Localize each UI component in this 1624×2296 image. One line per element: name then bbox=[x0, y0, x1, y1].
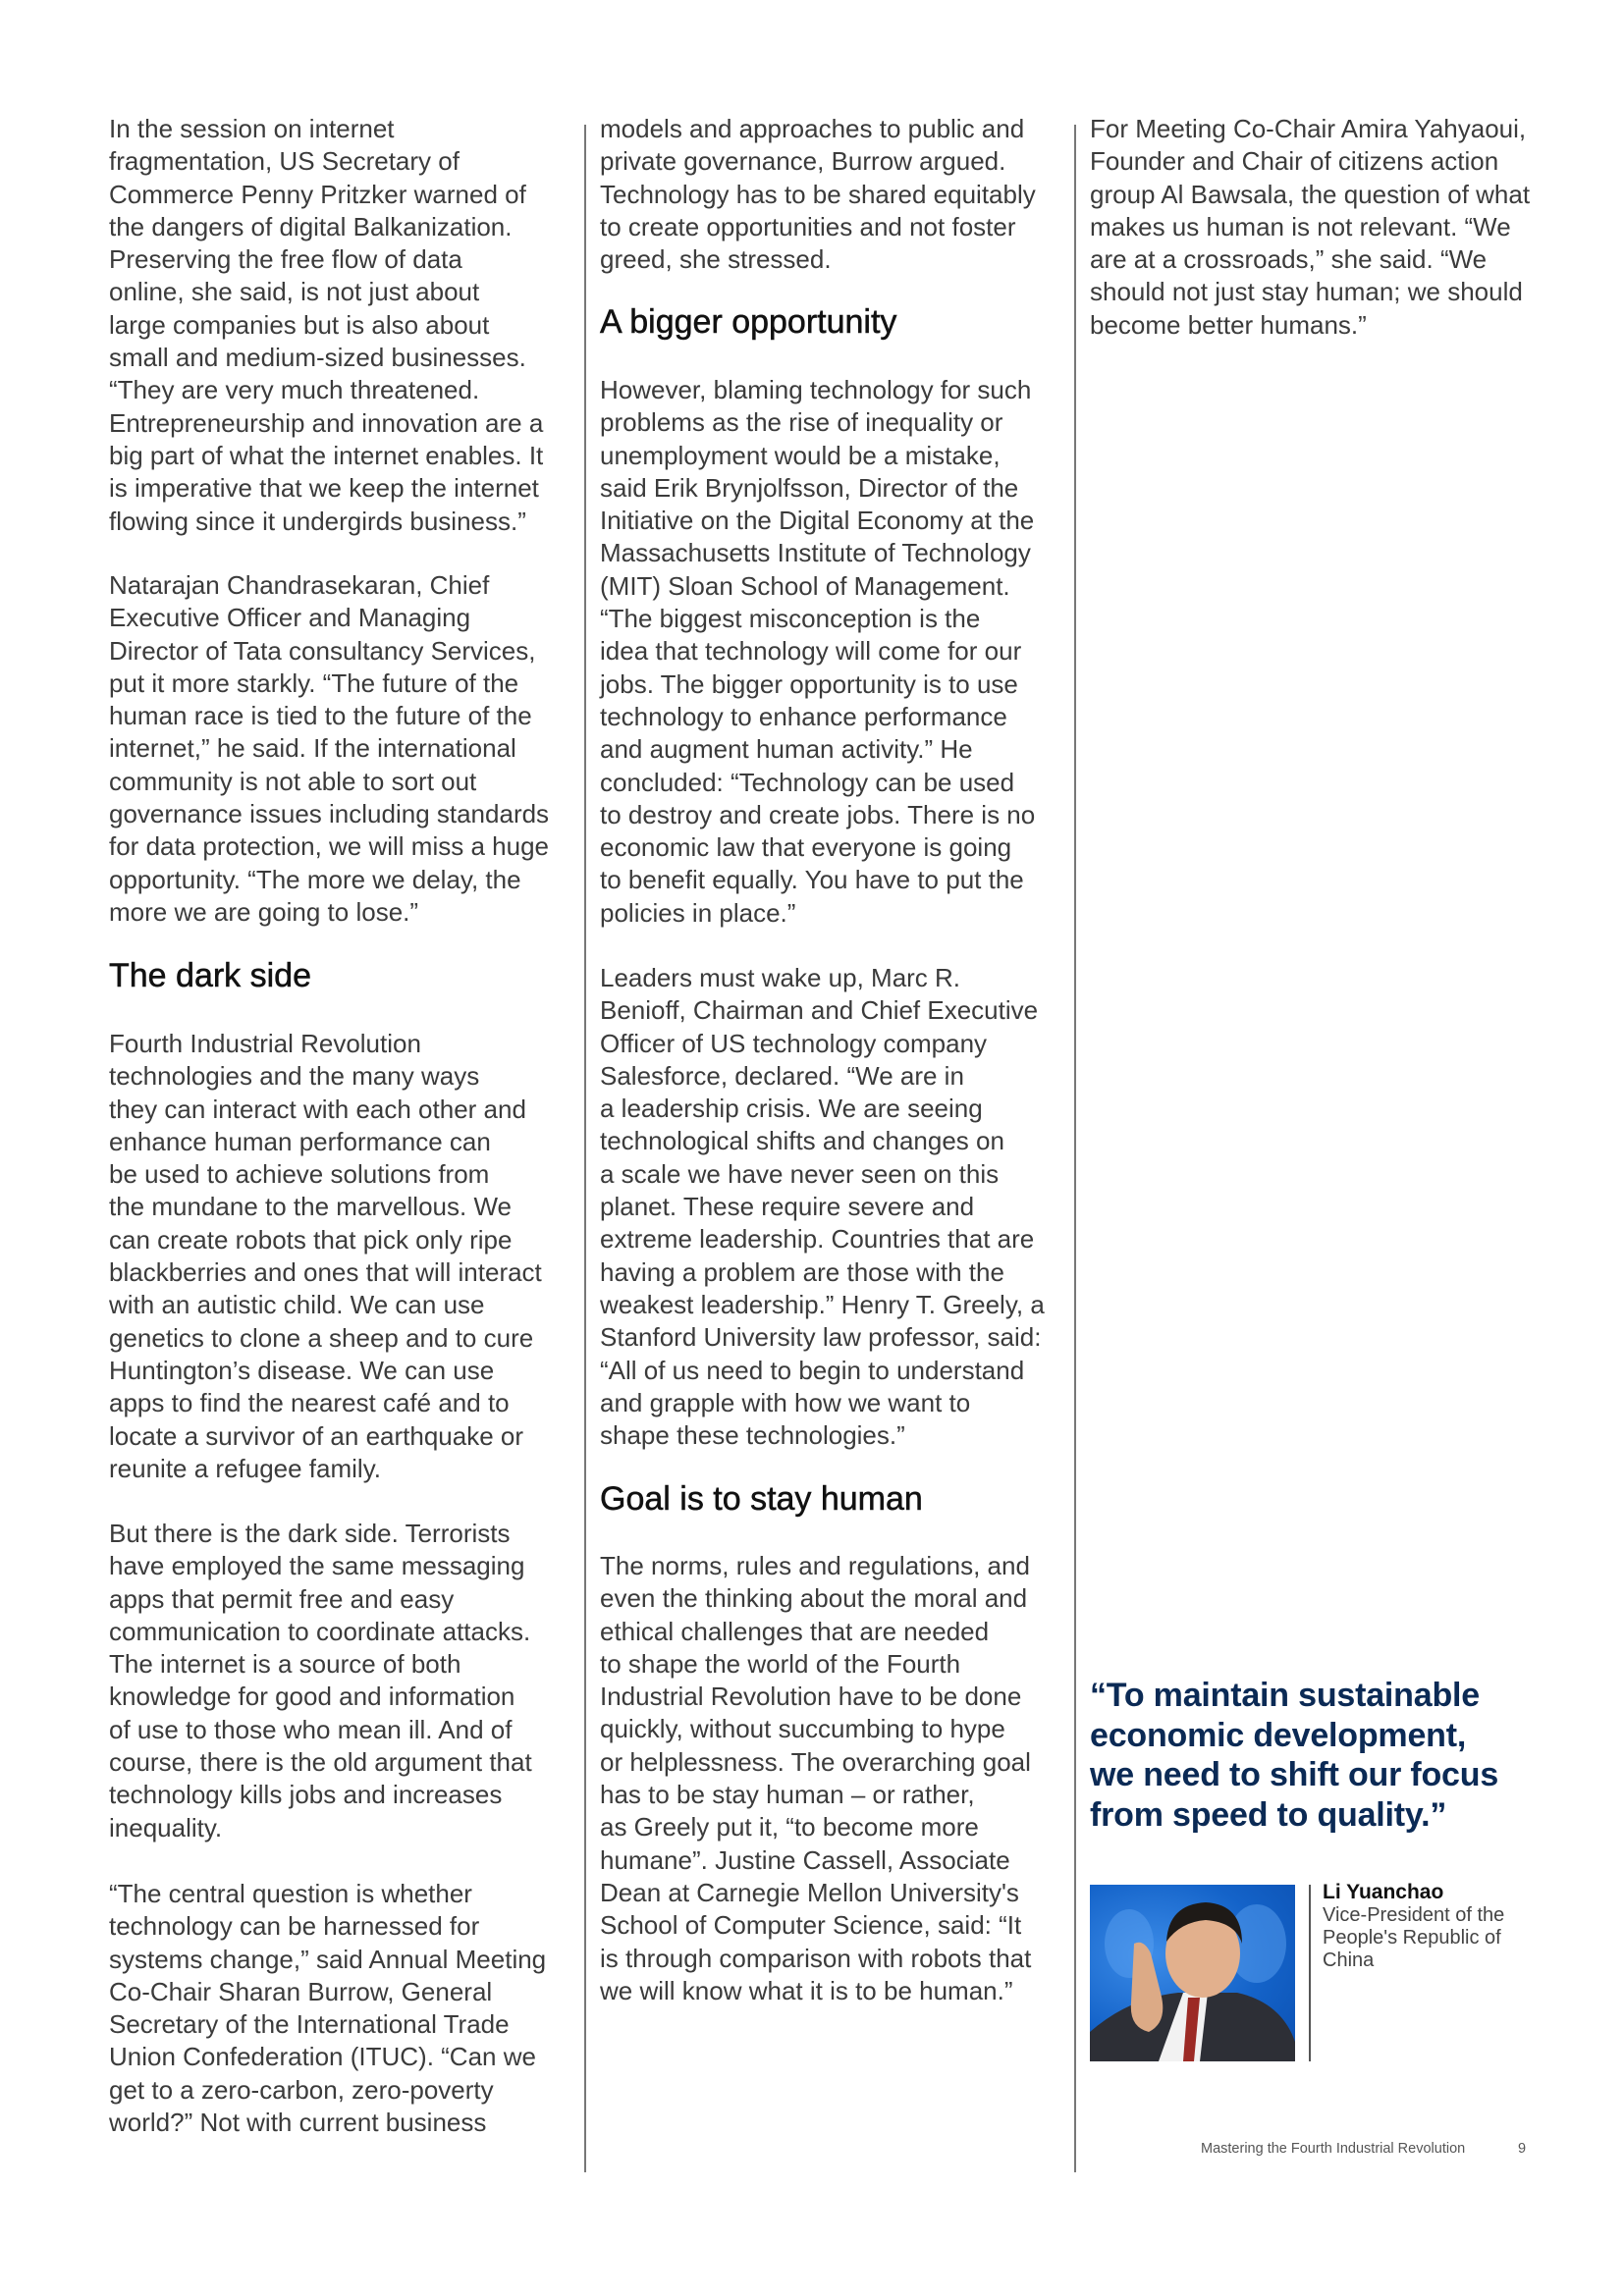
text-line: to create opportunities and not foster bbox=[600, 211, 1016, 241]
text-line: “The central question is whether bbox=[109, 1879, 472, 1908]
text-line: models and approaches to public and bbox=[600, 114, 1025, 143]
col1-paragraph-3 bbox=[109, 1028, 542, 1485]
text-line: become better humans.” bbox=[1090, 309, 1367, 340]
col2-paragraph-2 bbox=[600, 374, 1035, 930]
text-line: has to be stay human – or rather, bbox=[600, 1780, 975, 1810]
text-line: get to a zero-carbon, zero-poverty bbox=[109, 2074, 494, 2105]
text-line: is imperative that we keep the internet bbox=[109, 473, 539, 504]
text-line: opportunity. “The more we delay, the bbox=[109, 864, 521, 894]
text-line: People's Republic of bbox=[1323, 1927, 1501, 1949]
text-line: Dean at Carnegie Mellon University's bbox=[600, 1877, 1019, 1907]
text-line: Industrial Revolution have to be done bbox=[600, 1682, 1022, 1712]
text-line: Entrepreneurship and innovation are a bbox=[109, 407, 544, 438]
col3-paragraph-1 bbox=[1090, 113, 1530, 342]
text-line: “All of us need to begin to understand bbox=[600, 1355, 1025, 1385]
text-line: Vice-President of the bbox=[1323, 1904, 1505, 1926]
text-line: more we are going to lose.” bbox=[109, 896, 419, 927]
text-line: School of Computer Science, said: “It bbox=[600, 1910, 1022, 1941]
pull-quote bbox=[1090, 1676, 1498, 1835]
text-line: having a problem are those with the bbox=[600, 1256, 1004, 1287]
text-line: systems change,” said Annual Meeting bbox=[109, 1944, 547, 1974]
col2-paragraph-1 bbox=[600, 113, 1036, 276]
text-line: a scale we have never seen on this bbox=[600, 1158, 1000, 1189]
text-line: concluded: “Technology can be used bbox=[600, 767, 1015, 797]
text-line: Director of Tata consultancy Services, bbox=[109, 635, 536, 666]
footer-title: Mastering the Fourth Industrial Revolution bbox=[1201, 2141, 1466, 2157]
text-line: ethical challenges that are needed bbox=[600, 1616, 990, 1646]
text-line: Benioff, Chairman and Chief Executive bbox=[600, 995, 1039, 1026]
text-line: private governance, Burrow argued. bbox=[600, 146, 1006, 177]
text-line: can create robots that pick only ripe bbox=[109, 1224, 513, 1255]
text-line: technology to enhance performance bbox=[600, 701, 1007, 731]
text-line: jobs. The bigger opportunity is to use bbox=[600, 668, 1018, 699]
text-line: Fourth Industrial Revolution bbox=[109, 1029, 421, 1058]
text-line: have employed the same messaging bbox=[109, 1551, 525, 1581]
text-line: we need to shift our focus bbox=[1090, 1756, 1499, 1794]
text-line: The norms, rules and regulations, and bbox=[600, 1551, 1030, 1580]
text-line: problems as the rise of inequality or bbox=[600, 407, 1003, 438]
text-line: with an autistic child. We can use bbox=[109, 1290, 485, 1320]
text-line: locate a survivor of an earthquake or bbox=[109, 1420, 524, 1451]
text-line: weakest leadership.” Henry T. Greely, a bbox=[600, 1289, 1045, 1319]
text-line: is through comparison with robots that bbox=[600, 1943, 1032, 1973]
text-line: “The biggest misconception is the bbox=[600, 604, 981, 634]
text-line: genetics to clone a sheep and to cure bbox=[109, 1322, 534, 1353]
text-line: a leadership crisis. We are seeing bbox=[600, 1094, 983, 1124]
speaker-name: Li Yuanchao bbox=[1323, 1881, 1444, 1903]
text-line: should not just stay human; we should bbox=[1090, 277, 1523, 307]
portrait-image bbox=[1090, 1885, 1295, 2061]
text-line: However, blaming technology for such bbox=[600, 375, 1032, 404]
text-line: technological shifts and changes on bbox=[600, 1126, 1004, 1156]
text-line: to shape the world of the Fourth bbox=[600, 1648, 961, 1679]
text-line: the mundane to the marvellous. We bbox=[109, 1192, 512, 1222]
heading-bigger-opportunity: A bigger opportunity bbox=[600, 303, 897, 341]
text-line: technology can be harnessed for bbox=[109, 1911, 480, 1942]
text-line: greed, she stressed. bbox=[600, 244, 832, 275]
text-line: of use to those who mean ill. And of bbox=[109, 1714, 513, 1744]
text-line: or helplessness. The overarching goal bbox=[600, 1746, 1031, 1777]
text-line: makes us human is not relevant. “We bbox=[1090, 211, 1511, 241]
text-line: Massachusetts Institute of Technology bbox=[600, 538, 1031, 568]
text-line: Preserving the free flow of data bbox=[109, 244, 462, 275]
text-line: world?” Not with current business bbox=[109, 2108, 487, 2138]
text-line: In the session on internet bbox=[109, 114, 395, 143]
text-line: put it more starkly. “The future of the bbox=[109, 667, 519, 698]
col2-paragraph-3 bbox=[600, 962, 1045, 1452]
text-line: economic law that everyone is going bbox=[600, 832, 1012, 863]
text-line: Officer of US technology company bbox=[600, 1028, 988, 1058]
text-line: small and medium-sized businesses. bbox=[109, 343, 526, 373]
speaker-divider bbox=[1309, 1885, 1311, 2061]
text-line: “They are very much threatened. bbox=[109, 375, 480, 405]
heading-dark-side: The dark side bbox=[109, 957, 311, 994]
text-line: For Meeting Co-Chair Amira Yahyaoui, bbox=[1090, 114, 1527, 143]
col1-paragraph-1 bbox=[109, 113, 543, 538]
text-line: they can interact with each other and bbox=[109, 1094, 526, 1124]
text-line: online, she said, is not just about bbox=[109, 277, 480, 307]
text-line: unemployment would be a mistake, bbox=[600, 440, 1001, 470]
text-line: apps to find the nearest café and to bbox=[109, 1388, 510, 1418]
text-line: community is not able to sort out bbox=[109, 766, 477, 796]
text-line: inequality. bbox=[109, 1812, 223, 1842]
text-line: extreme leadership. Countries that are bbox=[600, 1224, 1035, 1255]
text-line: we will know what it is to be human.” bbox=[600, 1975, 1013, 2005]
text-line: shape these technologies.” bbox=[600, 1420, 905, 1451]
text-line: as Greely put it, “to become more bbox=[600, 1812, 979, 1842]
text-line: big part of what the internet enables. It bbox=[109, 440, 544, 470]
speaker-role bbox=[1323, 1904, 1504, 1972]
text-line: knowledge for good and information bbox=[109, 1682, 515, 1712]
text-line: Founder and Chair of citizens action bbox=[1090, 146, 1499, 177]
text-line: blackberries and ones that will interact bbox=[109, 1257, 542, 1288]
text-line: Co-Chair Sharan Burrow, General bbox=[109, 1976, 493, 2006]
text-line: technologies and the many ways bbox=[109, 1061, 480, 1092]
text-line: and grapple with how we want to bbox=[600, 1387, 971, 1417]
text-line: Technology has to be shared equitably bbox=[600, 179, 1036, 209]
text-line: Commerce Penny Pritzker warned of bbox=[109, 179, 526, 209]
page-number: 9 bbox=[1518, 2141, 1527, 2157]
heading-stay-human: Goal is to stay human bbox=[600, 1480, 923, 1518]
text-line: Leaders must wake up, Marc R. bbox=[600, 963, 961, 992]
text-line: are at a crossroads,” she said. “We bbox=[1090, 244, 1488, 275]
col1-paragraph-5 bbox=[109, 1878, 546, 2139]
text-line: Natarajan Chandrasekaran, Chief bbox=[109, 570, 490, 600]
text-line: internet,” he said. If the international bbox=[109, 733, 516, 764]
text-line: quickly, without succumbing to hype bbox=[600, 1714, 1005, 1744]
text-line: course, there is the old argument that bbox=[109, 1747, 532, 1778]
text-line: enhance human performance can bbox=[109, 1126, 491, 1156]
text-line: (MIT) Sloan School of Management. bbox=[600, 570, 1010, 601]
speaker-photo bbox=[1090, 1885, 1295, 2061]
text-line: flowing since it undergirds business.” bbox=[109, 506, 526, 536]
text-line: and augment human activity.” He bbox=[600, 734, 973, 765]
text-line: to benefit equally. You have to put the bbox=[600, 865, 1024, 895]
text-line: Initiative on the Digital Economy at the bbox=[600, 506, 1035, 536]
col1-paragraph-4 bbox=[109, 1518, 532, 1844]
text-line: fragmentation, US Secretary of bbox=[109, 146, 460, 177]
col2-paragraph-4 bbox=[600, 1550, 1031, 2007]
text-line: technology kills jobs and increases bbox=[109, 1780, 503, 1810]
text-line: idea that technology will come for our bbox=[600, 636, 1022, 667]
column-divider bbox=[1074, 125, 1076, 2172]
text-line: Union Confederation (ITUC). “Can we bbox=[109, 2042, 536, 2072]
text-line: be used to achieve solutions from bbox=[109, 1159, 490, 1190]
text-line: The internet is a source of both bbox=[109, 1649, 461, 1680]
text-line: for data protection, we will miss a huge bbox=[109, 831, 549, 862]
text-line: even the thinking about the moral and bbox=[600, 1583, 1028, 1614]
text-line: said Erik Brynjolfsson, Director of the bbox=[600, 472, 1019, 503]
text-line: the dangers of digital Balkanization. bbox=[109, 211, 513, 241]
text-line: Salesforce, declared. “We are in bbox=[600, 1060, 964, 1091]
text-line: reunite a refugee family. bbox=[109, 1453, 381, 1483]
text-line: But there is the dark side. Terrorists bbox=[109, 1519, 511, 1548]
text-line: governance issues including standards bbox=[109, 799, 550, 829]
text-line: Executive Officer and Managing bbox=[109, 603, 471, 633]
text-line: planet. These require severe and bbox=[600, 1192, 975, 1222]
text-line: group Al Bawsala, the question of what bbox=[1090, 179, 1531, 209]
text-line: Huntington’s disease. We can use bbox=[109, 1355, 495, 1385]
text-line: to destroy and create jobs. There is no bbox=[600, 799, 1036, 829]
column-divider bbox=[584, 125, 586, 2172]
text-line: apps that permit free and easy bbox=[109, 1583, 455, 1614]
col1-paragraph-2 bbox=[109, 569, 549, 929]
text-line: from speed to quality.” bbox=[1090, 1795, 1447, 1834]
text-line: human race is tied to the future of the bbox=[109, 701, 532, 731]
text-line: large companies but is also about bbox=[109, 309, 490, 340]
text-line: communication to coordinate attacks. bbox=[109, 1616, 531, 1646]
text-line: economic development, bbox=[1090, 1716, 1467, 1754]
text-line: “To maintain sustainable bbox=[1090, 1677, 1480, 1714]
text-line: Stanford University law professor, said: bbox=[600, 1322, 1042, 1353]
text-line: humane”. Justine Cassell, Associate bbox=[600, 1844, 1010, 1875]
text-line: China bbox=[1323, 1949, 1375, 1971]
text-line: policies in place.” bbox=[600, 897, 796, 928]
text-line: Secretary of the International Trade bbox=[109, 2009, 510, 2040]
